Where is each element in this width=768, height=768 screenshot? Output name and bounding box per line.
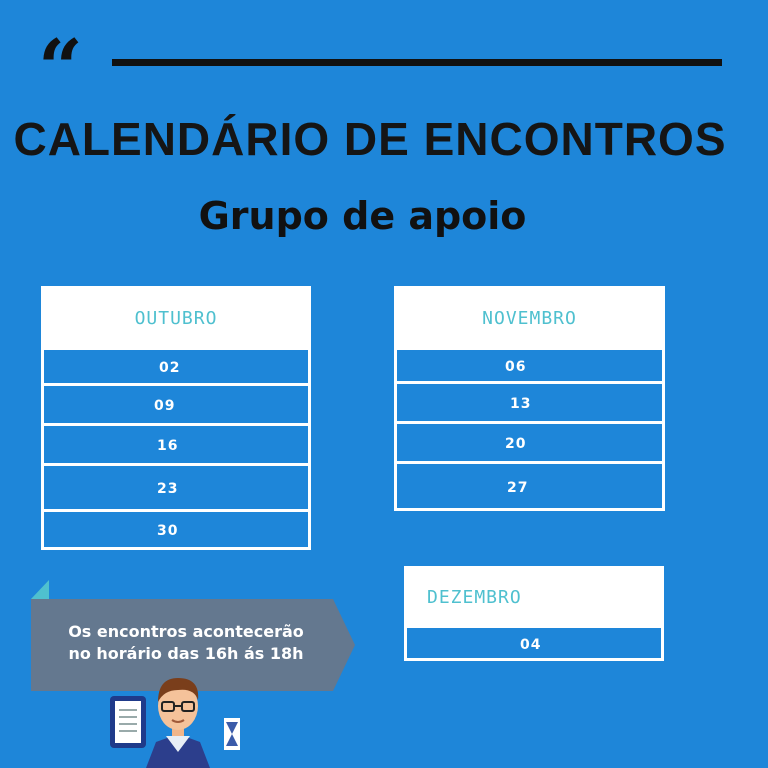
note-line-2: no horário das 16h ás 18h [68, 644, 304, 663]
month-card-october [41, 286, 311, 550]
date-row: 23 [44, 463, 308, 512]
date-row: 09 [44, 383, 308, 426]
date-row: 20 [397, 421, 662, 464]
page-title: CALENDÁRIO DE ENCONTROS [13, 113, 727, 165]
month-card-november [394, 286, 665, 511]
month-name: OUTUBRO [44, 289, 308, 347]
date-row: 13 [397, 381, 662, 424]
quote-icon: “ [38, 23, 77, 114]
date-row: 27 [397, 461, 662, 511]
teacher-illustration [108, 670, 248, 768]
date-row: 04 [407, 625, 661, 661]
date-row: 30 [44, 509, 308, 550]
month-name: DEZEMBRO [407, 569, 661, 625]
month-card-december [404, 566, 664, 661]
top-divider [112, 59, 722, 66]
note-text [31, 621, 341, 665]
note-line-1: Os encontros acontecerão [68, 622, 304, 641]
date-row: 16 [44, 423, 308, 466]
month-name: NOVEMBRO [397, 289, 662, 347]
page-subtitle: Grupo de apoio [198, 194, 527, 238]
date-row: 06 [397, 347, 662, 384]
date-row: 02 [44, 347, 308, 386]
